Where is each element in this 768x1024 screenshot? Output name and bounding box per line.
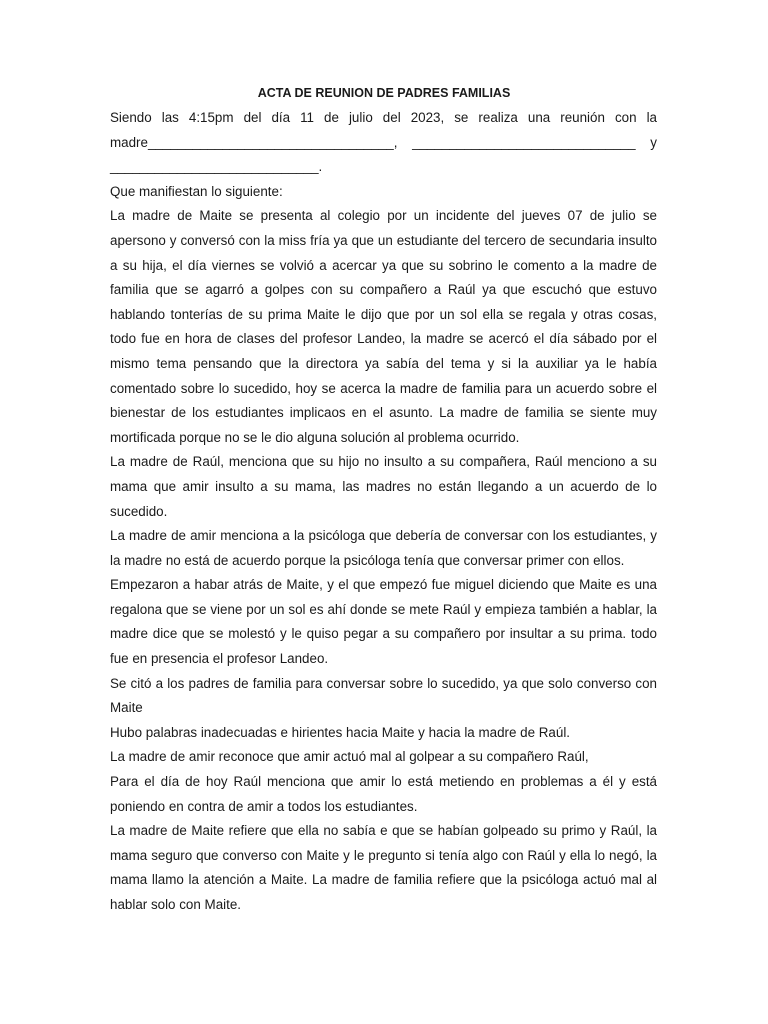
third-name-blank: ____________________________.: [110, 159, 323, 175]
intro-line-1: [110, 106, 657, 131]
paragraph-8: La madre de amir reconoce que amir actuó mal al golpear a su compañero Raúl,: [110, 749, 589, 765]
paragraph-5: Empezaron a habar atrás de Maite, y el que empezó fue miguel diciendo que Maite es una regalona que se viene por un sol es ahí donde se mete Raúl y empieza también a hablar, la madre dice que se molestó y le quiso pegar a su compañero por insultar a su prima. todo fue en presencia el profesor Landeo.: [110, 577, 657, 667]
paragraph-3: La madre de Raúl, menciona que su hijo no insulto a su compañera, Raúl menciono a su mama que amir insulto a su mama, las madres no están llegando a un acuerdo de lo sucedido.: [110, 454, 657, 519]
intro-paragraph: [110, 106, 657, 180]
second-name-blank: ______________________________: [412, 134, 636, 150]
paragraph-9: Para el día de hoy Raúl menciona que amir lo está metiendo en problemas a él y está poniendo en contra de amir a todos los estudiantes.: [110, 774, 657, 814]
paragraph-1: Que manifiestan lo siguiente:: [110, 183, 283, 199]
paragraph-10: La madre de Maite refiere que ella no sabía e que se habían golpeado su primo y Raúl, la mama seguro que converso con Maite y le pregunto si tenía algo con Raúl y ella lo negó, la mama llamo la atención a Maite. La madre de familia refiere que la psicóloga actuó mal al hablar solo con Maite.: [110, 823, 657, 912]
conjunction-y: y: [650, 134, 657, 150]
intro-text: Siendo las 4:15pm del día 11 de julio del 2023, se realiza una reunión con la: [110, 110, 657, 125]
paragraph-4: La madre de amir menciona a la psicóloga que debería de conversar con los estudiantes, y la madre no está de acuerdo porque la psicóloga tenía que conversar primer con ellos.: [110, 528, 657, 568]
paragraph-6: Se citó a los padres de familia para conversar sobre lo sucedido, ya que solo converso con Maite: [110, 675, 657, 716]
paragraph-7: Hubo palabras inadecuadas e hirientes hacia Maite y hacia la madre de Raúl.: [110, 724, 571, 740]
intro-line-2: [110, 131, 657, 156]
document-title: ACTA DE REUNION DE PADRES FAMILIAS: [257, 86, 511, 100]
document-body: [110, 106, 657, 918]
mother-name-blank: madre_________________________________,: [110, 134, 398, 150]
paragraph-2: La madre de Maite se presenta al colegio por un incidente del jueves 07 de julio se apersono y conversó con la miss fría ya que un estudiante del tercero de secundaria insulto a su hija, el día viernes se volvió a acercar ya que su sobrino le comento a la madre de familia que se agarró a golpes con su compañero a Raúl ya que escuchó que estuvo hablando tonterías de su prima Maite le dijo que por un sol ella se regala y otras cosas, todo fue en hora de clases del profesor Landeo, la madre se acercó el día sábado por el mismo tema pensando que la directora ya sabía del tema y si la auxiliar ya le había comentado sobre lo sucedido, hoy se acerca la madre de familia para un acuerdo sobre el bienestar de los estudiantes implicaos en el asunto. La madre de familia se siente muy mortificada porque no se le dio alguna solución al problema ocurrido.: [110, 208, 657, 445]
